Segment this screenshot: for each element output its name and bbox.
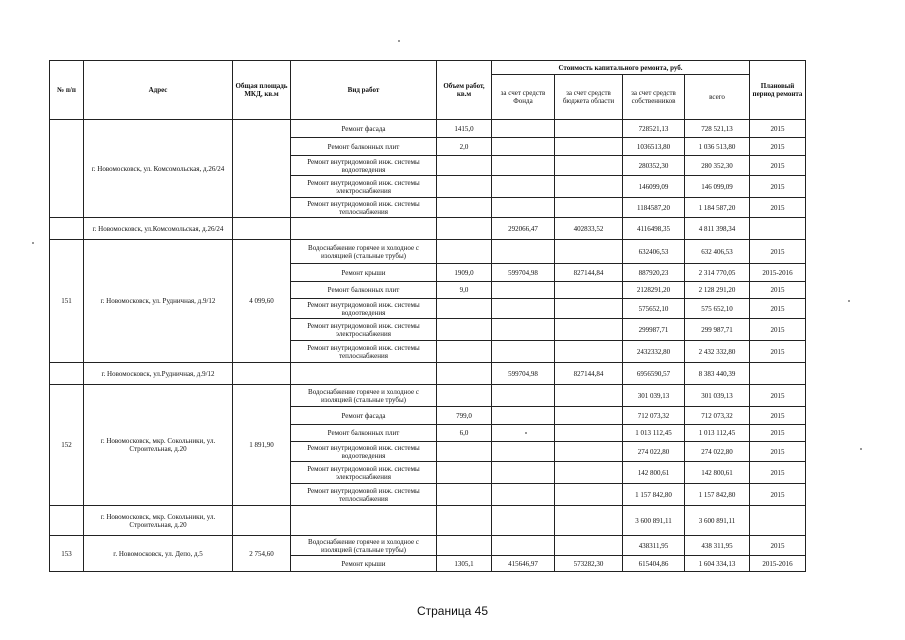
volume-cell — [437, 156, 492, 176]
period-cell: 2015 — [750, 240, 806, 264]
subtotal-label: г. Новомосковск, ул.Рудничная, д.9/12 — [84, 363, 233, 385]
volume-cell: 2,0 — [437, 138, 492, 156]
table-row — [50, 120, 806, 138]
region-cell — [555, 176, 623, 198]
work-type-cell: Ремонт внутридомовой инж. системы электроснабжения — [291, 319, 437, 341]
region-cell — [555, 282, 623, 299]
subtotal-fund: 599704,98 — [492, 363, 555, 385]
owners-cell: 2128291,20 — [623, 282, 685, 299]
total-cell: 1 036 513,80 — [685, 138, 750, 156]
total-cell: 575 652,10 — [685, 299, 750, 319]
work-type-cell: Ремонт внутридомовой инж. системы теплоснабжения — [291, 484, 437, 506]
region-cell — [555, 299, 623, 319]
total-cell: 301 039,13 — [685, 385, 750, 407]
region-cell — [555, 484, 623, 506]
period-cell: 2015 — [750, 120, 806, 138]
total-cell: 1 013 112,45 — [685, 425, 750, 442]
fund-cell — [492, 442, 555, 462]
col-header-fund: за счет средств Фонда — [492, 75, 555, 120]
work-type-cell: Ремонт балконных плит — [291, 282, 437, 299]
work-type-cell: Ремонт крыши — [291, 264, 437, 282]
address-cell: г. Новомосковск, мкр. Сокольники, ул. Строительная, д.20 — [84, 385, 233, 506]
row-number: 151 — [50, 240, 84, 363]
subtotal-row — [50, 363, 806, 385]
period-cell: 2015 — [750, 198, 806, 218]
table-body — [50, 120, 806, 572]
subtotal-region — [555, 506, 623, 536]
work-type-cell: Ремонт балконных плит — [291, 138, 437, 156]
subtotal-num-cell — [50, 363, 84, 385]
period-cell: 2015 — [750, 319, 806, 341]
region-cell: 827144,84 — [555, 264, 623, 282]
region-cell: 573282,30 — [555, 556, 623, 572]
col-header-area: Общая площадь МКД, кв.м — [233, 61, 291, 120]
subtotal-area-cell — [233, 363, 291, 385]
period-cell: 2015 — [750, 425, 806, 442]
area-cell — [233, 120, 291, 218]
fund-cell — [492, 240, 555, 264]
owners-cell: 146099,09 — [623, 176, 685, 198]
work-type-cell: Ремонт фасада — [291, 120, 437, 138]
fund-cell: 415646,97 — [492, 556, 555, 572]
subtotal-owners: 3 600 891,11 — [623, 506, 685, 536]
period-cell: 2015 — [750, 341, 806, 363]
address-cell: г. Новомосковск, ул. Комсомольская, д.26/24 — [84, 120, 233, 218]
owners-cell: 712 073,32 — [623, 407, 685, 425]
fund-cell: 599704,98 — [492, 264, 555, 282]
region-cell — [555, 385, 623, 407]
owners-cell: 1036513,80 — [623, 138, 685, 156]
subtotal-owners: 6956590,57 — [623, 363, 685, 385]
owners-cell: 438311,95 — [623, 536, 685, 556]
subtotal-num-cell — [50, 218, 84, 240]
row-number — [50, 120, 84, 218]
region-cell — [555, 138, 623, 156]
col-header-owners: за счет средств собственников — [623, 75, 685, 120]
work-type-cell: Ремонт внутридомовой инж. системы теплоснабжения — [291, 198, 437, 218]
owners-cell: 301 039,13 — [623, 385, 685, 407]
volume-cell — [437, 462, 492, 484]
work-type-cell: Ремонт балконных плит — [291, 425, 437, 442]
total-cell: 2 432 332,80 — [685, 341, 750, 363]
period-cell: 2015 — [750, 407, 806, 425]
subtotal-row — [50, 218, 806, 240]
total-cell: 299 987,71 — [685, 319, 750, 341]
subtotal-owners: 4116498,35 — [623, 218, 685, 240]
period-cell: 2015 — [750, 484, 806, 506]
total-cell: 712 073,32 — [685, 407, 750, 425]
region-cell — [555, 407, 623, 425]
period-cell: 2015-2016 — [750, 556, 806, 572]
volume-cell — [437, 484, 492, 506]
total-cell: 2 314 770,05 — [685, 264, 750, 282]
total-cell: 146 099,09 — [685, 176, 750, 198]
volume-cell: 1305,1 — [437, 556, 492, 572]
fund-cell — [492, 282, 555, 299]
col-header-cost-group: Стоимость капитального ремонта, руб. — [492, 61, 750, 75]
subtotal-work-cell — [291, 363, 437, 385]
work-type-cell: Ремонт внутридомовой инж. системы электроснабжения — [291, 176, 437, 198]
total-cell: 632 406,53 — [685, 240, 750, 264]
work-type-cell: Водоснабжение горячее и холодное с изоляцией (стальные трубы) — [291, 240, 437, 264]
fund-cell — [492, 299, 555, 319]
scan-speck — [860, 448, 862, 450]
col-header-period: Плановый период ремонта — [750, 61, 806, 120]
scan-speck — [32, 242, 34, 244]
period-cell: 2015 — [750, 282, 806, 299]
subtotal-volume-cell — [437, 218, 492, 240]
work-type-cell: Ремонт внутридомовой инж. системы электроснабжения — [291, 462, 437, 484]
volume-cell: 799,0 — [437, 407, 492, 425]
region-cell — [555, 341, 623, 363]
owners-cell: 274 022,80 — [623, 442, 685, 462]
region-cell — [555, 240, 623, 264]
work-type-cell: Ремонт фасада — [291, 407, 437, 425]
col-header-region: за счет средств бюджета области — [555, 75, 623, 120]
work-type-cell: Ремонт внутридомовой инж. системы водоотведения — [291, 442, 437, 462]
owners-cell: 1 013 112,45 — [623, 425, 685, 442]
work-type-cell: Ремонт внутридомовой инж. системы теплоснабжения — [291, 341, 437, 363]
table-row — [50, 240, 806, 264]
volume-cell: 6,0 — [437, 425, 492, 442]
subtotal-region: 827144,84 — [555, 363, 623, 385]
owners-cell: 632406,53 — [623, 240, 685, 264]
subtotal-period-cell — [750, 506, 806, 536]
total-cell: 438 311,95 — [685, 536, 750, 556]
owners-cell: 1 157 842,80 — [623, 484, 685, 506]
fund-cell — [492, 536, 555, 556]
subtotal-total: 8 383 440,39 — [685, 363, 750, 385]
area-cell: 4 099,60 — [233, 240, 291, 363]
fund-cell — [492, 385, 555, 407]
subtotal-work-cell — [291, 218, 437, 240]
work-type-cell: Ремонт внутридомовой инж. системы водоотведения — [291, 156, 437, 176]
subtotal-total: 3 600 891,11 — [685, 506, 750, 536]
fund-cell — [492, 341, 555, 363]
row-number: 153 — [50, 536, 84, 572]
subtotal-row — [50, 506, 806, 536]
fund-cell — [492, 407, 555, 425]
col-header-volume: Объем работ, кв.м — [437, 61, 492, 120]
owners-cell: 1184587,20 — [623, 198, 685, 218]
period-cell: 2015 — [750, 442, 806, 462]
period-cell: 2015 — [750, 156, 806, 176]
total-cell: 280 352,30 — [685, 156, 750, 176]
fund-cell — [492, 176, 555, 198]
fund-cell — [492, 198, 555, 218]
col-header-num: № п/п — [50, 61, 84, 120]
work-type-cell: Ремонт крыши — [291, 556, 437, 572]
subtotal-region: 402833,52 — [555, 218, 623, 240]
work-type-cell: Водоснабжение горячее и холодное с изоляцией (стальные трубы) — [291, 536, 437, 556]
period-cell: 2015 — [750, 138, 806, 156]
period-cell: 2015 — [750, 299, 806, 319]
owners-cell: 299987,71 — [623, 319, 685, 341]
owners-cell: 728521,13 — [623, 120, 685, 138]
total-cell: 1 157 842,80 — [685, 484, 750, 506]
subtotal-work-cell — [291, 506, 437, 536]
scan-speck — [398, 40, 400, 42]
table-row — [50, 536, 806, 556]
region-cell — [555, 425, 623, 442]
address-cell: г. Новомосковск, ул. Депо, д.5 — [84, 536, 233, 572]
subtotal-volume-cell — [437, 506, 492, 536]
region-cell — [555, 442, 623, 462]
owners-cell: 142 800,61 — [623, 462, 685, 484]
region-cell — [555, 120, 623, 138]
period-cell: 2015 — [750, 536, 806, 556]
fund-cell — [492, 120, 555, 138]
col-header-total: всего — [685, 75, 750, 120]
subtotal-volume-cell — [437, 363, 492, 385]
period-cell: 2015-2016 — [750, 264, 806, 282]
col-header-address: Адрес — [84, 61, 233, 120]
owners-cell: 887920,23 — [623, 264, 685, 282]
fund-cell — [492, 138, 555, 156]
total-cell: 1 184 587,20 — [685, 198, 750, 218]
total-cell: 2 128 291,20 — [685, 282, 750, 299]
total-cell: 142 800,61 — [685, 462, 750, 484]
subtotal-total: 4 811 398,34 — [685, 218, 750, 240]
subtotal-period-cell — [750, 218, 806, 240]
volume-cell — [437, 299, 492, 319]
address-cell: г. Новомосковск, ул. Рудничная, д.9/12 — [84, 240, 233, 363]
area-cell: 2 754,60 — [233, 536, 291, 572]
work-type-cell: Ремонт внутридомовой инж. системы водоотведения — [291, 299, 437, 319]
volume-cell: 9,0 — [437, 282, 492, 299]
subtotal-area-cell — [233, 506, 291, 536]
volume-cell — [437, 385, 492, 407]
fund-cell — [492, 462, 555, 484]
region-cell — [555, 156, 623, 176]
period-cell: 2015 — [750, 462, 806, 484]
subtotal-fund — [492, 506, 555, 536]
region-cell — [555, 198, 623, 218]
fund-cell — [492, 319, 555, 341]
row-number: 152 — [50, 385, 84, 506]
repair-cost-table — [49, 60, 806, 572]
volume-cell — [437, 176, 492, 198]
table-row — [50, 385, 806, 407]
period-cell: 2015 — [750, 385, 806, 407]
subtotal-label: г. Новомосковск, ул.Комсомольская, д.26/24 — [84, 218, 233, 240]
work-type-cell: Водоснабжение горячее и холодное с изоляцией (стальные трубы) — [291, 385, 437, 407]
scan-speck — [525, 432, 527, 434]
subtotal-area-cell — [233, 218, 291, 240]
subtotal-period-cell — [750, 363, 806, 385]
fund-cell — [492, 156, 555, 176]
region-cell — [555, 319, 623, 341]
region-cell — [555, 462, 623, 484]
subtotal-label: г. Новомосковск, мкр. Сокольники, ул. Строительная, д.20 — [84, 506, 233, 536]
owners-cell: 615404,86 — [623, 556, 685, 572]
owners-cell: 2432332,80 — [623, 341, 685, 363]
subtotal-fund: 292066,47 — [492, 218, 555, 240]
volume-cell — [437, 240, 492, 264]
region-cell — [555, 536, 623, 556]
volume-cell — [437, 198, 492, 218]
volume-cell — [437, 536, 492, 556]
volume-cell — [437, 319, 492, 341]
volume-cell: 1415,0 — [437, 120, 492, 138]
period-cell: 2015 — [750, 176, 806, 198]
volume-cell — [437, 341, 492, 363]
page-number: Страница 45 — [416, 604, 489, 618]
owners-cell: 280352,30 — [623, 156, 685, 176]
subtotal-num-cell — [50, 506, 84, 536]
area-cell: 1 891,90 — [233, 385, 291, 506]
owners-cell: 575652,10 — [623, 299, 685, 319]
total-cell: 728 521,13 — [685, 120, 750, 138]
scan-speck — [848, 300, 850, 302]
total-cell: 1 604 334,13 — [685, 556, 750, 572]
fund-cell — [492, 425, 555, 442]
col-header-work-type: Вид работ — [291, 61, 437, 120]
fund-cell — [492, 484, 555, 506]
volume-cell: 1909,0 — [437, 264, 492, 282]
volume-cell — [437, 442, 492, 462]
total-cell: 274 022,80 — [685, 442, 750, 462]
